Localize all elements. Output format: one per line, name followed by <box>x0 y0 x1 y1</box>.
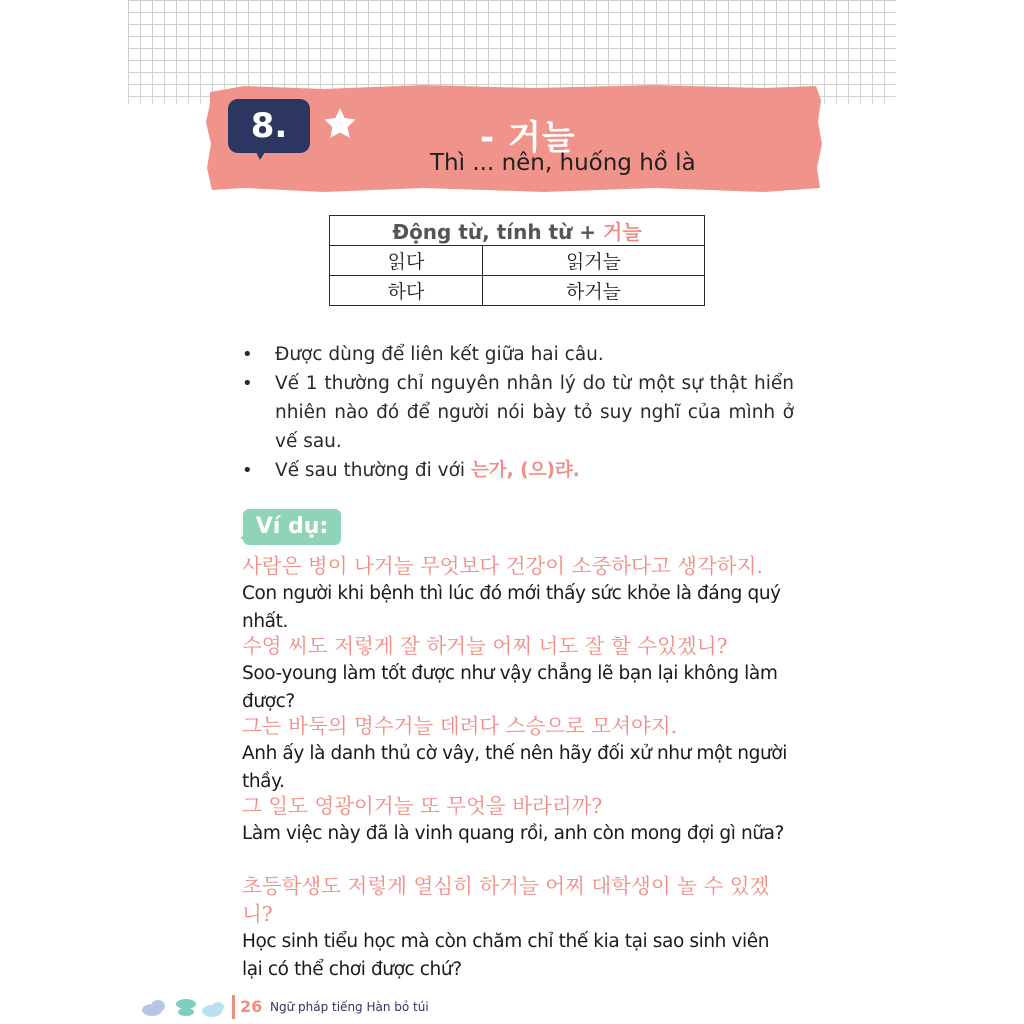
example-vietnamese: Soo-young làm tốt được như vậy chẳng lẽ bạn lại không làm được? <box>242 663 778 712</box>
table-cell-form: 읽거늘 <box>483 246 705 276</box>
cloud-icon <box>140 996 230 1020</box>
example-item <box>242 792 802 848</box>
table-header-text: Động từ, tính từ + <box>392 220 604 244</box>
example-vietnamese: Học sinh tiểu học mà còn chăm chỉ thế kia tại sao sinh viên lại có thể chơi được chứ? <box>242 931 770 980</box>
list-item: • Vế 1 thường chỉ nguyên nhân lý do từ một sự thật hiển nhiên nào đó để người nói bày tỏ suy nghĩ của mình ở vế sau. <box>242 369 794 456</box>
conjugation-table <box>329 215 705 306</box>
footer-divider <box>232 995 235 1019</box>
page-number: 26 <box>240 997 263 1016</box>
example-korean: 수영 씨도 저렇게 잘 하거늘 어찌 너도 잘 할 수있겠니? <box>242 634 728 658</box>
book-title: Ngữ pháp tiếng Hàn bỏ túi <box>270 1000 429 1014</box>
example-label: Ví dụ: <box>255 514 329 539</box>
grammar-meaning: Thì ... nên, huống hồ là <box>430 150 696 176</box>
example-korean: 초등학생도 저렇게 열심히 하거늘 어찌 대학생이 놀 수 있겠니? <box>242 874 770 926</box>
note-text: Vế sau thường đi với <box>275 460 471 481</box>
usage-notes <box>242 340 794 485</box>
example-item <box>242 632 802 716</box>
example-vietnamese: Con người khi bệnh thì lúc đó mới thấy sức khỏe là đáng quý nhất. <box>242 583 781 632</box>
note-korean: 는가, (으)랴. <box>470 460 580 481</box>
example-vietnamese: Làm việc này đã là vinh quang rồi, anh còn mong đợi gì nữa? <box>242 823 784 844</box>
table-header-suffix: 거늘 <box>603 220 642 244</box>
table-cell-base: 읽다 <box>330 246 483 276</box>
list-item: • Được dùng để liên kết giữa hai câu. <box>242 340 794 369</box>
table-header-row <box>330 216 705 246</box>
example-korean: 그 일도 영광이거늘 또 무엇을 바라리까? <box>242 794 603 818</box>
example-item <box>242 712 802 796</box>
page-footer <box>140 994 540 1024</box>
table-cell-form: 하거늘 <box>483 276 705 306</box>
star-icon <box>322 106 358 142</box>
table-cell-base: 하다 <box>330 276 483 306</box>
example-vietnamese: Anh ấy là danh thủ cờ vây, thế nên hãy đối xử như một người thầy. <box>242 743 787 792</box>
example-korean: 사람은 병이 나거늘 무엇보다 건강이 소중하다고 생각하지. <box>242 554 763 578</box>
example-korean: 그는 바둑의 명수거늘 데려다 스승으로 모셔야지. <box>242 714 678 738</box>
grammar-pattern: - 거늘 <box>480 118 576 158</box>
example-item <box>242 872 790 984</box>
lesson-header <box>204 82 824 194</box>
example-item <box>242 552 802 636</box>
table-row <box>330 246 705 276</box>
table-header <box>330 216 705 246</box>
lesson-number: 8. <box>250 106 288 146</box>
table-row <box>330 276 705 306</box>
list-item <box>242 456 794 485</box>
